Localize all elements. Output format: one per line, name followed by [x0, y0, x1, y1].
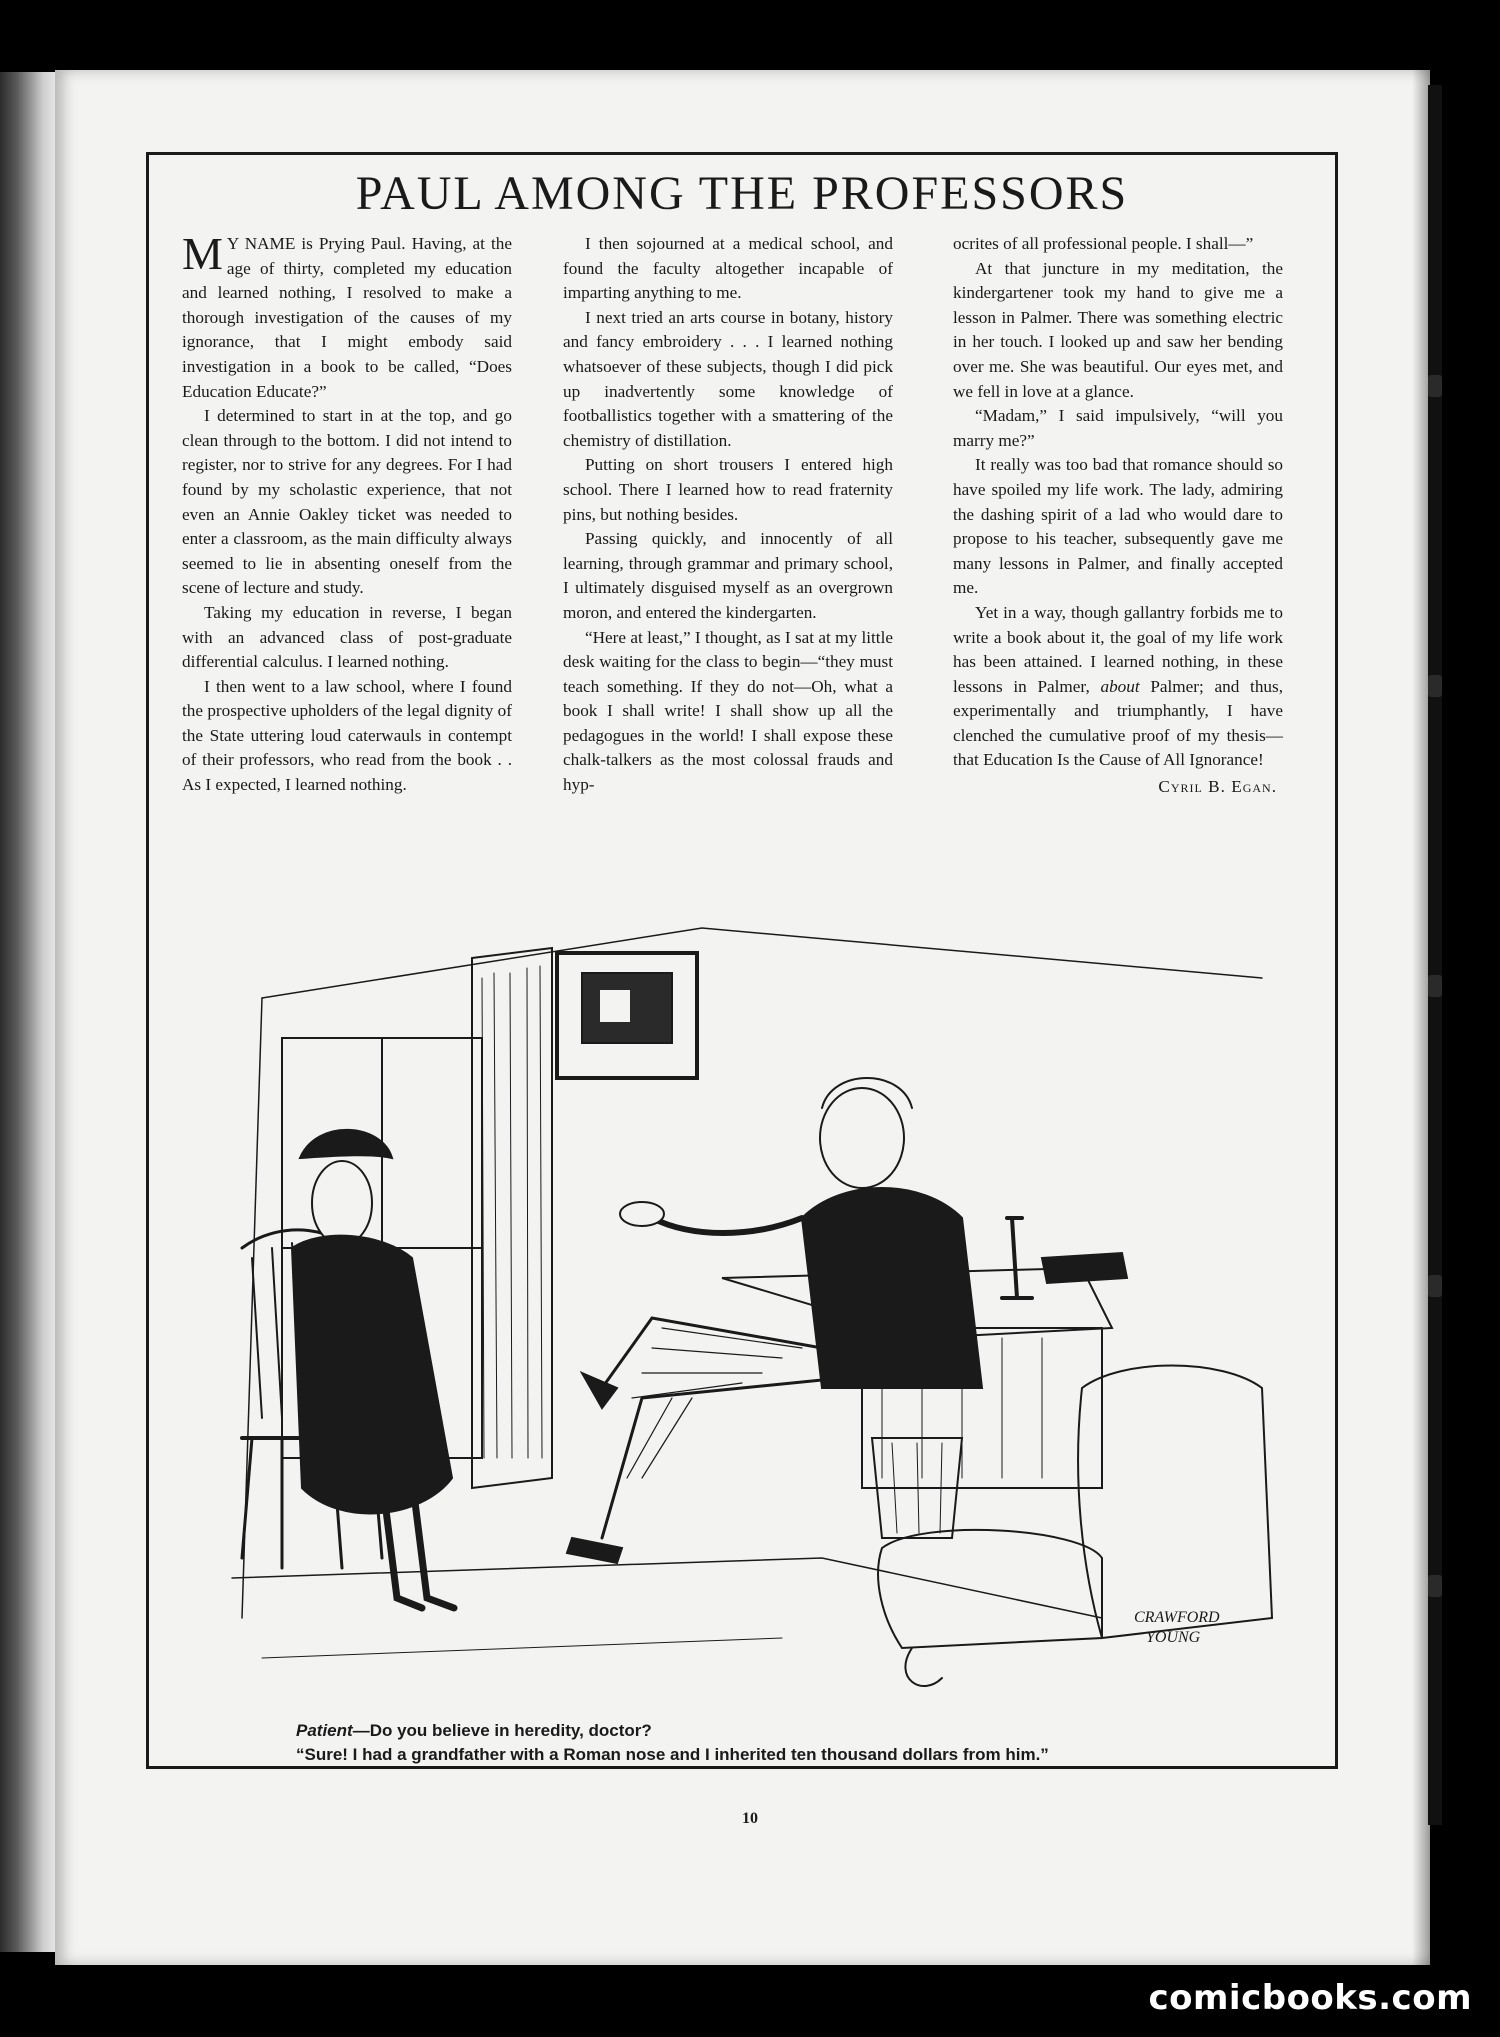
- page-number: 10: [742, 1810, 758, 1827]
- cartoon-caption: [296, 1719, 1296, 1767]
- article-title: PAUL AMONG THE PROFESSORS: [355, 167, 1129, 220]
- italic-word: about: [1100, 676, 1140, 696]
- paragraph: I then sojourned at a medical school, and found the faculty altogether incapable of imparting anything to me.: [563, 234, 893, 303]
- text-column-1: [182, 228, 512, 798]
- paragraph-continued: ocrites of all professional people. I shall—”: [953, 234, 1254, 253]
- caption-line-1: [296, 1719, 1296, 1743]
- caption-text: —Do you believe in heredity, doctor?: [352, 1721, 652, 1740]
- paragraph: Taking my education in reverse, I began with an advanced class of post-graduate differential calculus. I learned nothing.: [182, 602, 512, 672]
- paragraph: “Here at least,” I thought, as I sat at my little desk waiting for the class to begin—“they must teach something. If they do not—Oh, what a book I shall write! I shall show up all the pedagogues in the world! I shall expose these chalk-talkers as the most colossal frauds and hyp-: [563, 627, 893, 795]
- paragraph-text: is Prying Paul. Having, at the age of thirty, completed my education and learned nothing, I resolved to make a thorough investigation of the causes of my ignorance, that I might embody said investigation in a book to be called, “Does Education Educate?”: [182, 234, 512, 401]
- paragraph: At that juncture in my meditation, the kindergartener took my hand to give me a lesson in Palmer. There was something electric in her touch. I looked up and saw her bending over me. She was beautiful. Our eyes met, and we fell in love at a glance.: [953, 258, 1283, 401]
- paragraph: It really was too bad that romance should so have spoiled my life work. The lady, admiring the dashing spirit of a lad who would dare to propose to his teacher, subsequently gave me many lessons in Palmer, and finally accepted me.: [953, 455, 1283, 598]
- caption-speaker: Patient: [296, 1721, 353, 1740]
- binding-strip: [1428, 85, 1442, 1825]
- paragraph-text: Yet in a way, though gallantry forbids me to write a book about it, the goal of my life work has been attained. I learned nothing, in these lessons in Palmer,: [953, 602, 1283, 696]
- caption-line-2: “Sure! I had a grandfather with a Roman nose and I inherited ten thousand dollars from him.”: [296, 1745, 1049, 1764]
- paragraph: Putting on short trousers I entered high school. There I learned how to read fraternity pins, but nothing besides.: [563, 455, 893, 524]
- author-signature: Cyril B. Egan.: [1158, 777, 1277, 797]
- site-watermark: comicbooks.com: [1148, 1978, 1472, 2018]
- opening-smallcaps: Y NAME: [226, 234, 296, 253]
- paragraph-final: [953, 601, 1283, 773]
- paragraph: Passing quickly, and innocently of all learning, through grammar and primary school, I ultimately disguised myself as an overgrown moron, and entered the kindergarten.: [563, 529, 893, 622]
- artist-signature: CRAWFORD: [1134, 1609, 1220, 1626]
- drop-cap: M: [182, 228, 223, 279]
- paragraph: I then went to a law school, where I found the prospective upholders of the legal dignity of the State uttering loud caterwauls in contempt of their professors, who read from the book . . As I expected, I learned nothing.: [182, 676, 512, 795]
- paragraph-text: Palmer; and thus, experimentally and triumphantly, I have clenched the cumulative proof of my thesis—that Education Is the Cause of All Ignorance!: [953, 676, 1283, 770]
- paragraph: I determined to start in at the top, and go clean through to the bottom. I did not intend to register, nor to strive for any degrees. For I had found by my scholastic experience, that not even an Annie Oakley ticket was needed to enter a classroom, as the main difficulty always seemed to lie in absenting oneself from the scene of lecture and study.: [182, 406, 512, 598]
- paragraph: “Madam,” I said impulsively, “will you marry me?”: [953, 406, 1283, 450]
- artist-signature: YOUNG: [1146, 1629, 1201, 1646]
- paragraph: I next tried an arts course in botany, history and fancy embroidery . . . I learned nothing whatsoever of these subjects, though I did pick up inadvertently some knowledge of footballistics together with a smattering of the chemistry of distillation.: [563, 307, 893, 450]
- cartoon-illustration: [222, 918, 1282, 1730]
- paragraph-opening: [182, 228, 512, 404]
- text-column-2: [563, 232, 893, 798]
- text-column-3: [953, 232, 1283, 800]
